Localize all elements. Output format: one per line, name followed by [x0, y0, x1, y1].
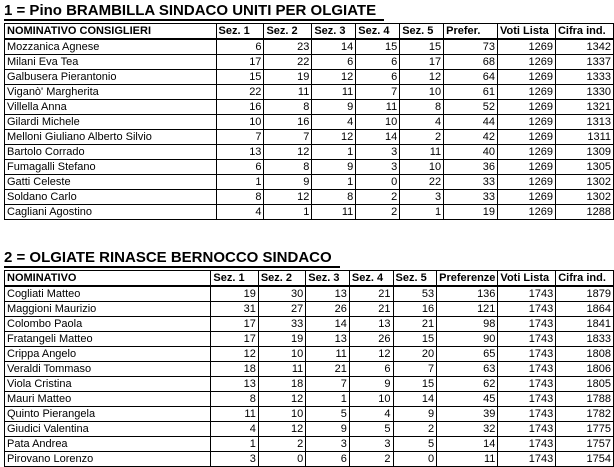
vote-cell: 1788 — [556, 392, 614, 407]
vote-cell: 61 — [444, 85, 498, 100]
vote-cell: 1269 — [498, 145, 556, 160]
vote-cell: 1 — [264, 205, 312, 220]
vote-cell: 121 — [437, 302, 498, 317]
column-header: Voti Lista — [498, 271, 556, 287]
vote-cell: 12 — [400, 70, 444, 85]
vote-cell: 1269 — [498, 190, 556, 205]
vote-cell: 11 — [312, 85, 356, 100]
candidate-name: Gilardi Michele — [5, 115, 217, 130]
vote-cell: 16 — [393, 302, 437, 317]
vote-cell: 15 — [356, 39, 400, 55]
vote-cell: 1806 — [556, 362, 614, 377]
vote-cell: 1743 — [498, 317, 556, 332]
vote-cell: 2 — [400, 130, 444, 145]
vote-cell: 1 — [312, 145, 356, 160]
vote-cell: 8 — [264, 160, 312, 175]
vote-cell: 9 — [349, 377, 393, 392]
vote-cell: 1302 — [555, 190, 613, 205]
table-row — [5, 70, 614, 85]
table-row — [5, 317, 614, 332]
vote-cell: 52 — [444, 100, 498, 115]
vote-cell: 13 — [216, 145, 264, 160]
vote-cell: 1269 — [498, 39, 556, 55]
table-row — [5, 55, 614, 70]
table-row — [5, 407, 614, 422]
vote-cell: 33 — [258, 317, 305, 332]
vote-cell: 6 — [312, 55, 356, 70]
vote-cell: 11 — [306, 347, 350, 362]
candidate-name: Fumagalli Stefano — [5, 160, 217, 175]
vote-cell: 42 — [444, 130, 498, 145]
column-header: Sez. 4 — [356, 24, 400, 40]
vote-cell: 22 — [264, 55, 312, 70]
vote-cell: 1 — [400, 205, 444, 220]
vote-cell: 1 — [306, 392, 350, 407]
vote-cell: 12 — [211, 347, 258, 362]
table-row — [5, 392, 614, 407]
vote-cell: 9 — [393, 407, 437, 422]
vote-cell: 3 — [306, 437, 350, 452]
candidate-name: Maggioni Maurizio — [5, 302, 211, 317]
vote-cell: 10 — [258, 407, 305, 422]
vote-cell: 6 — [216, 160, 264, 175]
vote-cell: 5 — [349, 422, 393, 437]
vote-cell: 12 — [349, 347, 393, 362]
table-row — [5, 205, 614, 220]
vote-cell: 1743 — [498, 332, 556, 347]
vote-cell: 11 — [312, 205, 356, 220]
candidate-name: Pirovano Lorenzo — [5, 452, 211, 467]
vote-cell: 8 — [312, 190, 356, 205]
vote-cell: 26 — [349, 332, 393, 347]
vote-cell: 53 — [393, 286, 437, 302]
vote-cell: 13 — [306, 286, 350, 302]
list-1-title: 1 = Pino BRAMBILLA SINDACO UNITI PER OLGIATE — [4, 3, 384, 21]
vote-cell: 1269 — [498, 55, 556, 70]
vote-cell: 1342 — [555, 39, 613, 55]
candidate-name: Cogliati Matteo — [5, 286, 211, 302]
vote-cell: 10 — [356, 115, 400, 130]
vote-cell: 15 — [400, 39, 444, 55]
vote-cell: 11 — [356, 100, 400, 115]
vote-cell: 4 — [211, 422, 258, 437]
table-row — [5, 377, 614, 392]
vote-cell: 1 — [216, 175, 264, 190]
vote-cell: 9 — [312, 160, 356, 175]
vote-cell: 12 — [264, 190, 312, 205]
vote-cell: 12 — [264, 145, 312, 160]
candidate-name: Giudici Valentina — [5, 422, 211, 437]
vote-cell: 10 — [400, 85, 444, 100]
list-2-table — [4, 270, 614, 467]
vote-cell: 22 — [216, 85, 264, 100]
vote-cell: 136 — [437, 286, 498, 302]
vote-cell: 0 — [258, 452, 305, 467]
vote-cell: 64 — [444, 70, 498, 85]
candidate-name: Bartolo Corrado — [5, 145, 217, 160]
vote-cell: 13 — [211, 377, 258, 392]
candidate-name: Galbusera Pierantonio — [5, 70, 217, 85]
list-1-table — [4, 23, 614, 220]
vote-cell: 7 — [356, 85, 400, 100]
candidate-name: Viganò' Margherita — [5, 85, 217, 100]
vote-cell: 1333 — [555, 70, 613, 85]
vote-cell: 1743 — [498, 452, 556, 467]
column-header: Sez. 3 — [306, 271, 350, 287]
vote-cell: 1833 — [556, 332, 614, 347]
candidate-name: Mozzanica Agnese — [5, 39, 217, 55]
vote-cell: 1311 — [555, 130, 613, 145]
column-header: Sez. 1 — [211, 271, 258, 287]
vote-cell: 8 — [216, 190, 264, 205]
vote-cell: 21 — [349, 286, 393, 302]
vote-cell: 6 — [356, 55, 400, 70]
column-header: Cifra ind. — [556, 271, 614, 287]
vote-cell: 11 — [211, 407, 258, 422]
vote-cell: 6 — [216, 39, 264, 55]
vote-cell: 15 — [216, 70, 264, 85]
vote-cell: 0 — [393, 452, 437, 467]
vote-cell: 65 — [437, 347, 498, 362]
vote-cell: 14 — [393, 392, 437, 407]
vote-cell: 27 — [258, 302, 305, 317]
vote-cell: 1269 — [498, 115, 556, 130]
table-row — [5, 347, 614, 362]
vote-cell: 19 — [264, 70, 312, 85]
vote-cell: 1337 — [555, 55, 613, 70]
column-header: Sez. 2 — [258, 271, 305, 287]
column-header: NOMINATIVO CONSIGLIERI — [5, 24, 217, 40]
vote-cell: 5 — [306, 407, 350, 422]
vote-cell: 23 — [264, 39, 312, 55]
column-header: Sez. 5 — [393, 271, 437, 287]
candidate-name: Fratangeli Matteo — [5, 332, 211, 347]
vote-cell: 12 — [312, 130, 356, 145]
vote-cell: 21 — [349, 302, 393, 317]
table-row — [5, 302, 614, 317]
list-2-title: 2 = OLGIATE RINASCE BERNOCCO SINDACO — [4, 250, 340, 268]
vote-cell: 10 — [400, 160, 444, 175]
vote-cell: 1269 — [498, 175, 556, 190]
vote-cell: 11 — [400, 145, 444, 160]
candidate-name: Colombo Paola — [5, 317, 211, 332]
vote-cell: 1330 — [555, 85, 613, 100]
candidate-name: Melloni Giuliano Alberto Silvio — [5, 130, 217, 145]
vote-cell: 21 — [306, 362, 350, 377]
vote-cell: 8 — [211, 392, 258, 407]
vote-cell: 3 — [349, 437, 393, 452]
vote-cell: 1879 — [556, 286, 614, 302]
vote-cell: 45 — [437, 392, 498, 407]
vote-cell: 26 — [306, 302, 350, 317]
vote-cell: 8 — [264, 100, 312, 115]
vote-cell: 5 — [393, 437, 437, 452]
table-row — [5, 332, 614, 347]
vote-cell: 10 — [216, 115, 264, 130]
vote-cell: 1 — [312, 175, 356, 190]
table-row — [5, 190, 614, 205]
vote-cell: 1269 — [498, 205, 556, 220]
candidate-name: Veraldi Tommaso — [5, 362, 211, 377]
vote-cell: 2 — [349, 452, 393, 467]
vote-cell: 18 — [258, 377, 305, 392]
table-row — [5, 115, 614, 130]
vote-cell: 7 — [216, 130, 264, 145]
vote-cell: 9 — [306, 422, 350, 437]
column-header: Voti Lista — [498, 24, 556, 40]
column-header: NOMINATIVO — [5, 271, 211, 287]
vote-cell: 12 — [312, 70, 356, 85]
vote-cell: 14 — [356, 130, 400, 145]
vote-cell: 15 — [393, 377, 437, 392]
vote-cell: 22 — [400, 175, 444, 190]
vote-cell: 19 — [258, 332, 305, 347]
vote-cell: 68 — [444, 55, 498, 70]
vote-cell: 1305 — [555, 160, 613, 175]
vote-cell: 13 — [306, 332, 350, 347]
vote-cell: 4 — [312, 115, 356, 130]
candidate-name: Gatti Celeste — [5, 175, 217, 190]
vote-cell: 1 — [211, 437, 258, 452]
vote-cell: 30 — [258, 286, 305, 302]
vote-cell: 44 — [444, 115, 498, 130]
vote-cell: 1743 — [498, 437, 556, 452]
column-header: Sez. 5 — [400, 24, 444, 40]
table-row — [5, 452, 614, 467]
candidate-name: Milani Eva Tea — [5, 55, 217, 70]
candidate-name: Crippa Angelo — [5, 347, 211, 362]
vote-cell: 9 — [264, 175, 312, 190]
vote-cell: 1841 — [556, 317, 614, 332]
table-row — [5, 175, 614, 190]
vote-cell: 4 — [400, 115, 444, 130]
vote-cell: 1808 — [556, 347, 614, 362]
column-header: Sez. 3 — [312, 24, 356, 40]
vote-cell: 9 — [312, 100, 356, 115]
vote-cell: 36 — [444, 160, 498, 175]
vote-cell: 14 — [312, 39, 356, 55]
vote-cell: 19 — [211, 286, 258, 302]
table-row — [5, 160, 614, 175]
vote-cell: 2 — [356, 190, 400, 205]
vote-cell: 3 — [400, 190, 444, 205]
vote-cell: 4 — [216, 205, 264, 220]
vote-cell: 1743 — [498, 377, 556, 392]
candidate-name: Viola Cristina — [5, 377, 211, 392]
candidate-name: Villella Anna — [5, 100, 217, 115]
vote-cell: 32 — [437, 422, 498, 437]
table-row — [5, 85, 614, 100]
vote-cell: 40 — [444, 145, 498, 160]
vote-cell: 21 — [393, 317, 437, 332]
vote-cell: 33 — [444, 175, 498, 190]
vote-cell: 1269 — [498, 130, 556, 145]
vote-cell: 1321 — [555, 100, 613, 115]
vote-cell: 2 — [393, 422, 437, 437]
vote-cell: 1743 — [498, 392, 556, 407]
vote-cell: 1313 — [555, 115, 613, 130]
vote-cell: 2 — [356, 205, 400, 220]
vote-cell: 1269 — [498, 160, 556, 175]
vote-cell: 16 — [264, 115, 312, 130]
vote-cell: 17 — [211, 317, 258, 332]
vote-cell: 8 — [400, 100, 444, 115]
vote-cell: 12 — [258, 392, 305, 407]
vote-cell: 6 — [349, 362, 393, 377]
column-header: Preferenze — [437, 271, 498, 287]
vote-cell: 11 — [258, 362, 305, 377]
vote-cell: 90 — [437, 332, 498, 347]
vote-cell: 7 — [393, 362, 437, 377]
vote-cell: 39 — [437, 407, 498, 422]
column-header: Sez. 4 — [349, 271, 393, 287]
table-row — [5, 39, 614, 55]
vote-cell: 10 — [349, 392, 393, 407]
vote-cell: 1743 — [498, 362, 556, 377]
vote-cell: 18 — [211, 362, 258, 377]
column-header: Sez. 1 — [216, 24, 264, 40]
list-2-header-row — [5, 271, 614, 287]
table-row — [5, 437, 614, 452]
vote-cell: 73 — [444, 39, 498, 55]
table-row — [5, 145, 614, 160]
vote-cell: 3 — [356, 160, 400, 175]
vote-cell: 1782 — [556, 407, 614, 422]
vote-cell: 20 — [393, 347, 437, 362]
vote-cell: 1269 — [498, 100, 556, 115]
vote-cell: 1288 — [555, 205, 613, 220]
vote-cell: 17 — [400, 55, 444, 70]
candidate-name: Pata Andrea — [5, 437, 211, 452]
vote-cell: 16 — [216, 100, 264, 115]
vote-cell: 17 — [216, 55, 264, 70]
vote-cell: 1743 — [498, 422, 556, 437]
vote-cell: 15 — [393, 332, 437, 347]
vote-cell: 1743 — [498, 302, 556, 317]
vote-cell: 12 — [258, 422, 305, 437]
vote-cell: 4 — [349, 407, 393, 422]
column-header: Cifra ind. — [555, 24, 613, 40]
vote-cell: 1757 — [556, 437, 614, 452]
vote-cell: 3 — [356, 145, 400, 160]
vote-cell: 11 — [437, 452, 498, 467]
vote-cell: 31 — [211, 302, 258, 317]
vote-cell: 7 — [264, 130, 312, 145]
table-row — [5, 286, 614, 302]
vote-cell: 11 — [264, 85, 312, 100]
vote-cell: 1743 — [498, 347, 556, 362]
table-row — [5, 130, 614, 145]
vote-cell: 1269 — [498, 70, 556, 85]
vote-cell: 10 — [258, 347, 305, 362]
vote-cell: 1864 — [556, 302, 614, 317]
candidate-name: Cagliani Agostino — [5, 205, 217, 220]
vote-cell: 19 — [444, 205, 498, 220]
vote-cell: 14 — [306, 317, 350, 332]
vote-cell: 1309 — [555, 145, 613, 160]
candidate-name: Mauri Matteo — [5, 392, 211, 407]
vote-cell: 63 — [437, 362, 498, 377]
vote-cell: 62 — [437, 377, 498, 392]
vote-cell: 6 — [306, 452, 350, 467]
vote-cell: 1743 — [498, 407, 556, 422]
vote-cell: 2 — [258, 437, 305, 452]
candidate-name: Quinto Pierangela — [5, 407, 211, 422]
column-header: Sez. 2 — [264, 24, 312, 40]
list-1-header-row — [5, 24, 614, 40]
vote-cell: 6 — [356, 70, 400, 85]
vote-cell: 98 — [437, 317, 498, 332]
vote-cell: 33 — [444, 190, 498, 205]
vote-cell: 3 — [211, 452, 258, 467]
table-row — [5, 100, 614, 115]
vote-cell: 13 — [349, 317, 393, 332]
table-row — [5, 422, 614, 437]
table-row — [5, 362, 614, 377]
vote-cell: 0 — [356, 175, 400, 190]
column-header: Prefer. — [444, 24, 498, 40]
vote-cell: 1754 — [556, 452, 614, 467]
vote-cell: 1775 — [556, 422, 614, 437]
vote-cell: 1302 — [555, 175, 613, 190]
vote-cell: 14 — [437, 437, 498, 452]
vote-cell: 17 — [211, 332, 258, 347]
vote-cell: 1269 — [498, 85, 556, 100]
candidate-name: Soldano Carlo — [5, 190, 217, 205]
vote-cell: 1743 — [498, 286, 556, 302]
vote-cell: 7 — [306, 377, 350, 392]
vote-cell: 1805 — [556, 377, 614, 392]
